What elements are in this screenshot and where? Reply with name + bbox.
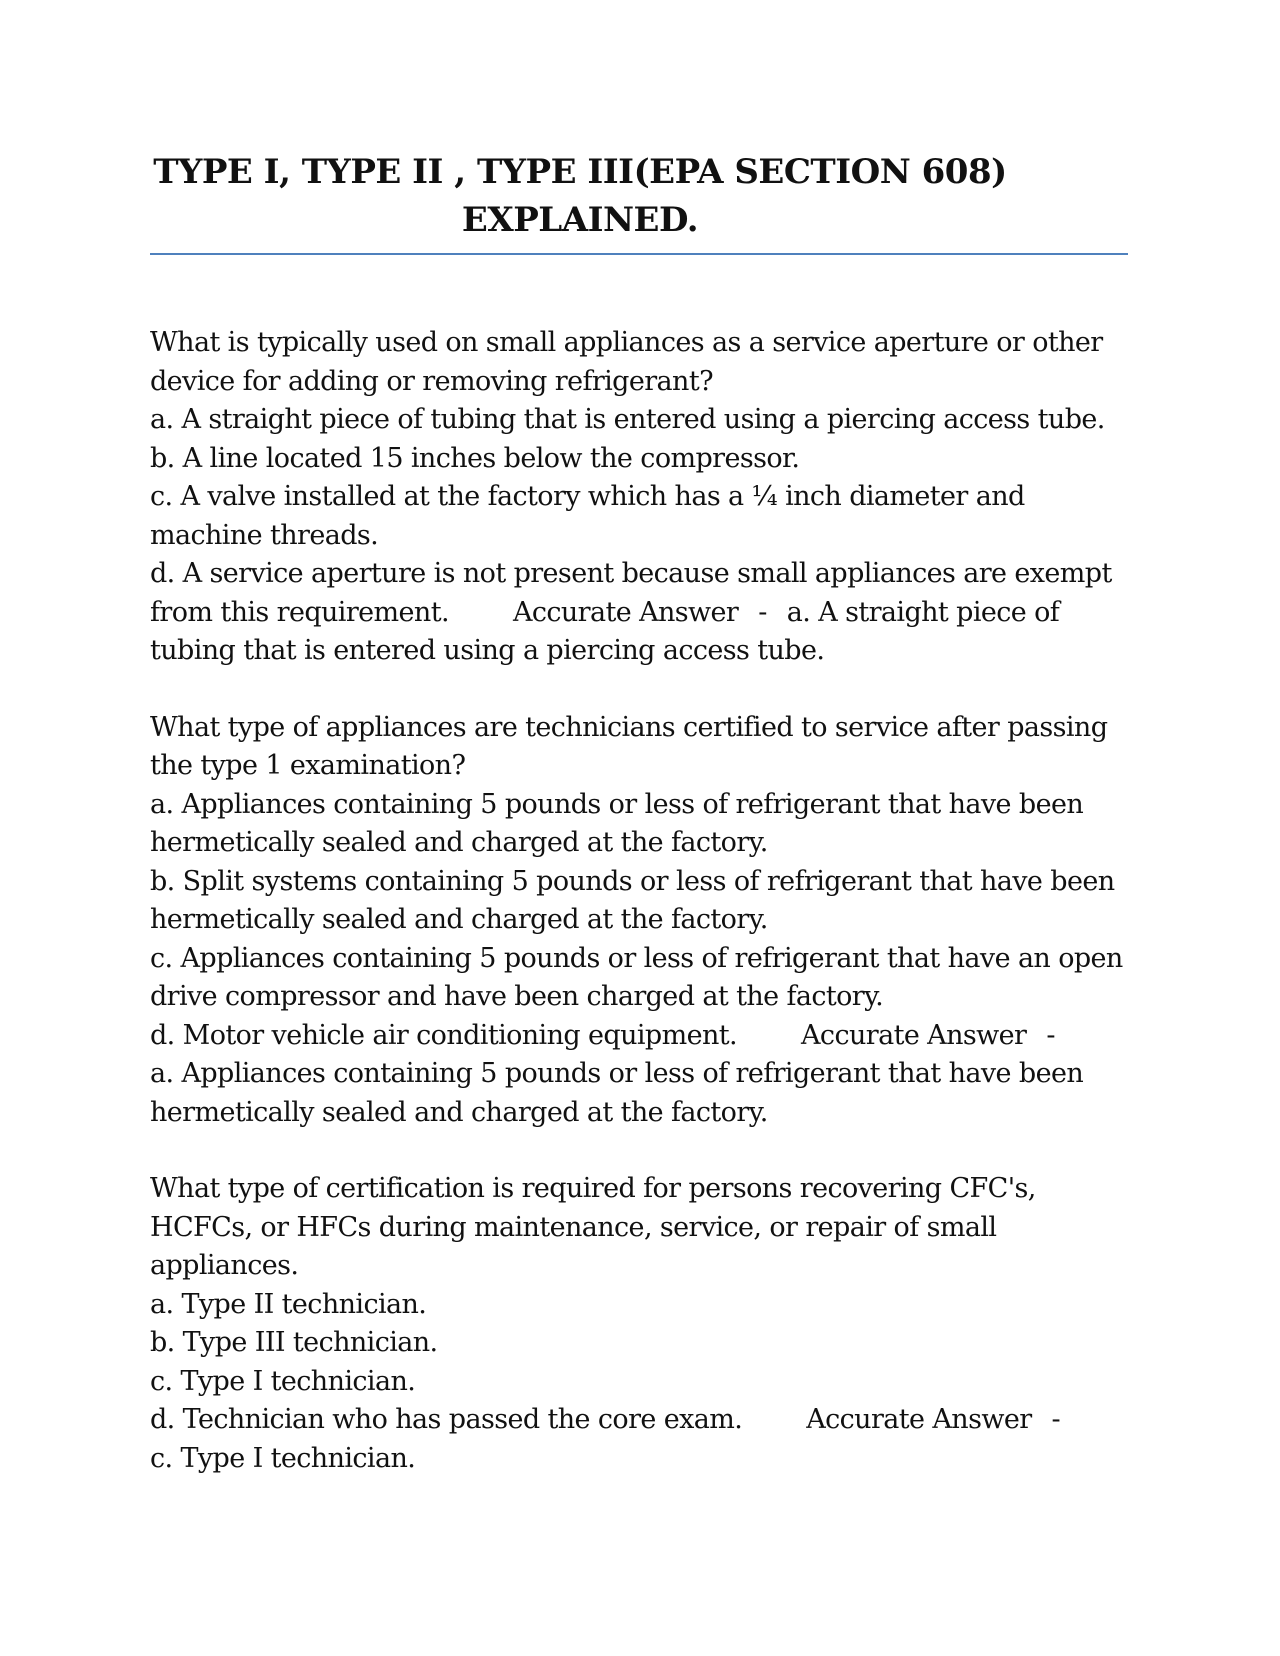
- answer-text: a. A straight piece of tubing that is entered using a piercing access tube.: [150, 596, 1060, 666]
- option-d-with-answer: [150, 1017, 1130, 1056]
- option-d: d. Technician who has passed the core exam.: [150, 1404, 743, 1435]
- document-body: [150, 324, 1130, 1516]
- title-line-2: EXPLAINED.: [461, 200, 699, 240]
- answer-label: Accurate Answer -: [801, 1019, 1055, 1051]
- question-block-1: [150, 324, 1130, 671]
- option-c: c. A valve installed at the factory which has a ¼ inch diameter and machine threads.: [150, 481, 1025, 551]
- option-a: a. A straight piece of tubing that is entered using a piercing access tube.: [150, 404, 1105, 435]
- option-c: c. Appliances containing 5 pounds or less of refrigerant that have an open drive compressor and have been charged at the factory.: [150, 942, 1123, 1012]
- question-block-3: [150, 1170, 1130, 1478]
- answer-text: c. Type I technician.: [150, 1442, 416, 1474]
- title-line-1: TYPE I, TYPE II , TYPE III(EPA SECTION 608): [153, 152, 1007, 192]
- option-b: b. Split systems containing 5 pounds or less of refrigerant that have been hermetically sealed and charged at the factory.: [150, 865, 1115, 935]
- document-title: [150, 148, 1010, 244]
- question-text: What type of certification is required for persons recovering CFC's, HCFCs, or HFCs during maintenance, service, or repair of small appliances.: [150, 1173, 1036, 1281]
- answer-separator: -: [1051, 1404, 1061, 1435]
- option-b: b. A line located 15 inches below the compressor.: [150, 442, 800, 474]
- answer-separator: -: [1046, 1019, 1055, 1051]
- option-c: c. Type I technician.: [150, 1365, 416, 1397]
- answer-separator: -: [758, 596, 767, 628]
- option-d: d. A service aperture is not present because small appliances are exempt from this requirement.: [150, 558, 1112, 628]
- question-text: What is typically used on small appliances as a service aperture or other device for adding or removing refrigerant?: [150, 327, 1103, 397]
- option-d-with-answer: [150, 1401, 1130, 1440]
- option-d-with-answer: [150, 555, 1130, 671]
- title-underline-rule: [150, 253, 1128, 255]
- option-a: a. Type II technician.: [150, 1288, 427, 1320]
- answer-text: a. Appliances containing 5 pounds or less of refrigerant that have been hermetically sealed and charged at the factory.: [150, 1058, 1084, 1128]
- question-text: What type of appliances are technicians certified to service after passing the type 1 examination?: [150, 711, 1108, 781]
- option-a: a. Appliances containing 5 pounds or less of refrigerant that have been hermetically sealed and charged at the factory.: [150, 788, 1084, 858]
- option-d: d. Motor vehicle air conditioning equipment.: [150, 1019, 738, 1051]
- answer-label: Accurate Answer -: [806, 1404, 1061, 1435]
- question-block-2: [150, 709, 1130, 1133]
- answer-label: Accurate Answer -: [512, 596, 767, 628]
- option-b: b. Type III technician.: [150, 1327, 438, 1358]
